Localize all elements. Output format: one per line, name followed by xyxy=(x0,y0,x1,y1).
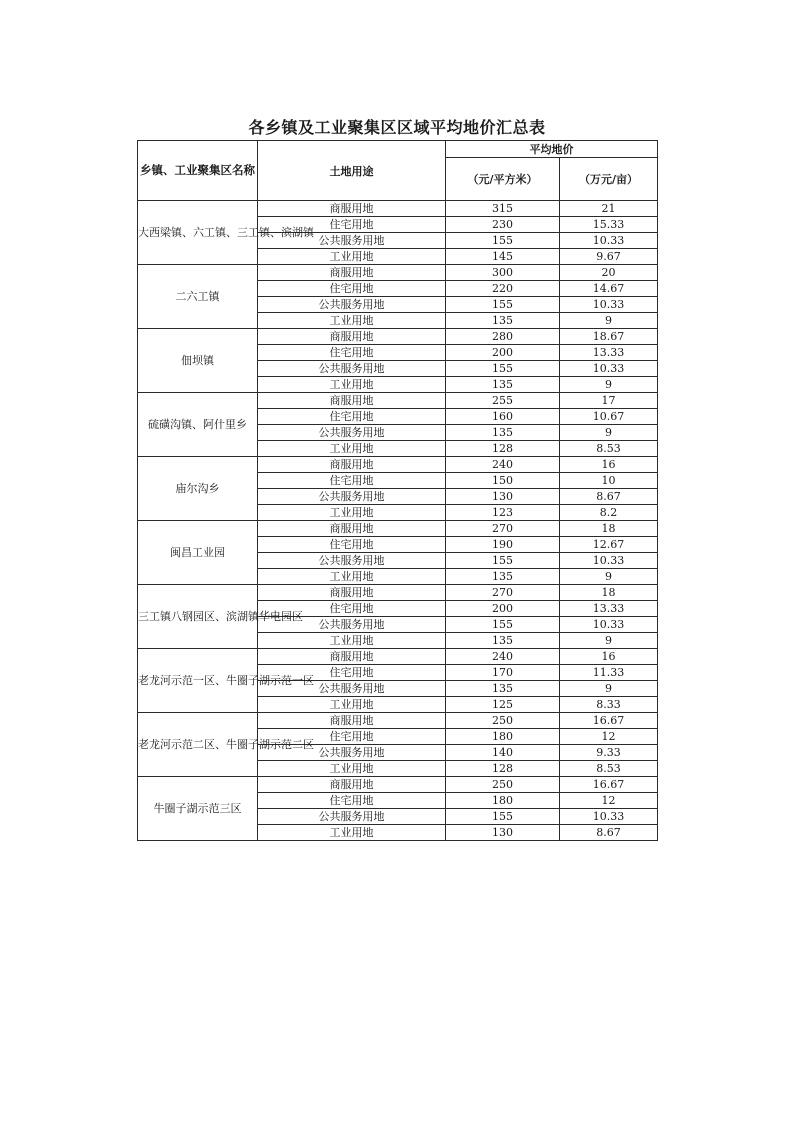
price-sqm-cell: 180 xyxy=(446,729,560,745)
land-use-cell: 公共服务用地 xyxy=(258,553,446,569)
land-use-cell: 住宅用地 xyxy=(258,793,446,809)
price-sqm-cell: 220 xyxy=(446,281,560,297)
price-mu-cell: 14.67 xyxy=(560,281,658,297)
price-mu-cell: 9 xyxy=(560,425,658,441)
price-mu-cell: 9 xyxy=(560,569,658,585)
header-unit-mu: （万元/亩） xyxy=(560,158,658,201)
price-sqm-cell: 240 xyxy=(446,649,560,665)
land-use-cell: 公共服务用地 xyxy=(258,745,446,761)
price-sqm-cell: 160 xyxy=(446,409,560,425)
price-sqm-cell: 125 xyxy=(446,697,560,713)
price-mu-cell: 21 xyxy=(560,201,658,217)
land-use-cell: 商服用地 xyxy=(258,777,446,793)
price-mu-cell: 12.67 xyxy=(560,537,658,553)
land-use-cell: 公共服务用地 xyxy=(258,233,446,249)
price-sqm-cell: 135 xyxy=(446,633,560,649)
price-sqm-cell: 270 xyxy=(446,521,560,537)
land-use-cell: 住宅用地 xyxy=(258,409,446,425)
land-use-cell: 商服用地 xyxy=(258,201,446,217)
price-sqm-cell: 315 xyxy=(446,201,560,217)
land-use-cell: 住宅用地 xyxy=(258,729,446,745)
price-sqm-cell: 135 xyxy=(446,377,560,393)
table-row xyxy=(138,713,658,729)
price-mu-cell: 15.33 xyxy=(560,217,658,233)
table-body xyxy=(138,201,658,841)
price-mu-cell: 13.33 xyxy=(560,345,658,361)
land-use-cell: 公共服务用地 xyxy=(258,425,446,441)
land-use-cell: 工业用地 xyxy=(258,313,446,329)
price-mu-cell: 8.2 xyxy=(560,505,658,521)
land-use-cell: 住宅用地 xyxy=(258,281,446,297)
town-name-cell: 闽昌工业园 xyxy=(138,521,258,585)
land-use-cell: 商服用地 xyxy=(258,329,446,345)
town-name-cell: 硫磺沟镇、阿什里乡 xyxy=(138,393,258,457)
land-use-cell: 公共服务用地 xyxy=(258,617,446,633)
price-sqm-cell: 270 xyxy=(446,585,560,601)
table-row xyxy=(138,393,658,409)
price-mu-cell: 13.33 xyxy=(560,601,658,617)
price-sqm-cell: 155 xyxy=(446,233,560,249)
price-sqm-cell: 123 xyxy=(446,505,560,521)
price-sqm-cell: 240 xyxy=(446,457,560,473)
price-mu-cell: 16 xyxy=(560,457,658,473)
price-mu-cell: 10.33 xyxy=(560,809,658,825)
price-sqm-cell: 180 xyxy=(446,793,560,809)
town-name-cell: 庙尔沟乡 xyxy=(138,457,258,521)
land-price-table xyxy=(137,140,658,841)
price-mu-cell: 9 xyxy=(560,633,658,649)
price-sqm-cell: 135 xyxy=(446,425,560,441)
price-mu-cell: 8.67 xyxy=(560,825,658,841)
price-sqm-cell: 250 xyxy=(446,713,560,729)
table-row xyxy=(138,329,658,345)
land-use-cell: 商服用地 xyxy=(258,585,446,601)
header-unit-sqm: （元/平方米） xyxy=(446,158,560,201)
town-name-cell: 二六工镇 xyxy=(138,265,258,329)
table-row xyxy=(138,457,658,473)
price-mu-cell: 10.33 xyxy=(560,617,658,633)
land-use-cell: 公共服务用地 xyxy=(258,489,446,505)
price-mu-cell: 12 xyxy=(560,729,658,745)
land-use-cell: 工业用地 xyxy=(258,825,446,841)
price-sqm-cell: 280 xyxy=(446,329,560,345)
land-use-cell: 公共服务用地 xyxy=(258,361,446,377)
price-mu-cell: 10.33 xyxy=(560,553,658,569)
price-sqm-cell: 130 xyxy=(446,825,560,841)
town-name-cell: 三工镇八钢园区、滨湖镇华电园区 xyxy=(138,585,258,649)
land-use-cell: 住宅用地 xyxy=(258,601,446,617)
price-sqm-cell: 155 xyxy=(446,361,560,377)
price-mu-cell: 18.67 xyxy=(560,329,658,345)
land-use-cell: 工业用地 xyxy=(258,377,446,393)
price-sqm-cell: 128 xyxy=(446,441,560,457)
table-row xyxy=(138,201,658,217)
land-use-cell: 工业用地 xyxy=(258,761,446,777)
price-sqm-cell: 190 xyxy=(446,537,560,553)
price-sqm-cell: 150 xyxy=(446,473,560,489)
land-use-cell: 住宅用地 xyxy=(258,345,446,361)
price-mu-cell: 16.67 xyxy=(560,713,658,729)
land-use-cell: 商服用地 xyxy=(258,393,446,409)
price-sqm-cell: 135 xyxy=(446,313,560,329)
land-use-cell: 商服用地 xyxy=(258,713,446,729)
price-sqm-cell: 170 xyxy=(446,665,560,681)
price-mu-cell: 9 xyxy=(560,377,658,393)
price-mu-cell: 9 xyxy=(560,313,658,329)
price-sqm-cell: 250 xyxy=(446,777,560,793)
price-sqm-cell: 155 xyxy=(446,553,560,569)
town-name-cell: 老龙河示范一区、牛圈子湖示范一区 xyxy=(138,649,258,713)
price-sqm-cell: 200 xyxy=(446,601,560,617)
price-mu-cell: 11.33 xyxy=(560,665,658,681)
price-mu-cell: 16 xyxy=(560,649,658,665)
price-sqm-cell: 255 xyxy=(446,393,560,409)
land-use-cell: 工业用地 xyxy=(258,505,446,521)
price-mu-cell: 10 xyxy=(560,473,658,489)
land-use-cell: 工业用地 xyxy=(258,569,446,585)
price-mu-cell: 18 xyxy=(560,521,658,537)
price-sqm-cell: 135 xyxy=(446,681,560,697)
land-use-cell: 公共服务用地 xyxy=(258,681,446,697)
price-mu-cell: 8.67 xyxy=(560,489,658,505)
price-sqm-cell: 145 xyxy=(446,249,560,265)
price-mu-cell: 10.33 xyxy=(560,233,658,249)
price-sqm-cell: 140 xyxy=(446,745,560,761)
price-sqm-cell: 300 xyxy=(446,265,560,281)
header-avg-price: 平均地价 xyxy=(446,141,658,158)
land-use-cell: 工业用地 xyxy=(258,697,446,713)
land-use-cell: 住宅用地 xyxy=(258,665,446,681)
table-row xyxy=(138,649,658,665)
price-sqm-cell: 135 xyxy=(446,569,560,585)
land-use-cell: 住宅用地 xyxy=(258,537,446,553)
land-use-cell: 住宅用地 xyxy=(258,217,446,233)
price-mu-cell: 10.33 xyxy=(560,361,658,377)
table-header xyxy=(138,141,658,201)
land-use-cell: 工业用地 xyxy=(258,441,446,457)
town-name-cell: 佃坝镇 xyxy=(138,329,258,393)
town-name-cell: 牛圈子湖示范三区 xyxy=(138,777,258,841)
table-row xyxy=(138,585,658,601)
land-use-cell: 商服用地 xyxy=(258,649,446,665)
price-mu-cell: 17 xyxy=(560,393,658,409)
table-row xyxy=(138,521,658,537)
price-sqm-cell: 230 xyxy=(446,217,560,233)
land-use-cell: 公共服务用地 xyxy=(258,809,446,825)
price-mu-cell: 8.53 xyxy=(560,441,658,457)
land-use-cell: 工业用地 xyxy=(258,249,446,265)
land-use-cell: 商服用地 xyxy=(258,521,446,537)
price-sqm-cell: 155 xyxy=(446,297,560,313)
document-title: 各乡镇及工业聚集区区域平均地价汇总表 xyxy=(248,118,546,137)
town-name-cell: 老龙河示范二区、牛圈子湖示范二区 xyxy=(138,713,258,777)
land-use-cell: 商服用地 xyxy=(258,457,446,473)
land-use-cell: 住宅用地 xyxy=(258,473,446,489)
price-mu-cell: 8.53 xyxy=(560,761,658,777)
price-sqm-cell: 155 xyxy=(446,809,560,825)
price-mu-cell: 8.33 xyxy=(560,697,658,713)
table-row xyxy=(138,265,658,281)
header-land-use: 土地用途 xyxy=(258,141,446,201)
price-mu-cell: 10.67 xyxy=(560,409,658,425)
price-sqm-cell: 130 xyxy=(446,489,560,505)
header-town: 乡镇、工业聚集区名称 xyxy=(138,141,258,201)
price-mu-cell: 9 xyxy=(560,681,658,697)
price-mu-cell: 9.33 xyxy=(560,745,658,761)
price-mu-cell: 20 xyxy=(560,265,658,281)
price-mu-cell: 16.67 xyxy=(560,777,658,793)
land-use-cell: 公共服务用地 xyxy=(258,297,446,313)
price-mu-cell: 12 xyxy=(560,793,658,809)
price-sqm-cell: 155 xyxy=(446,617,560,633)
land-use-cell: 商服用地 xyxy=(258,265,446,281)
price-mu-cell: 18 xyxy=(560,585,658,601)
price-mu-cell: 10.33 xyxy=(560,297,658,313)
table-row xyxy=(138,777,658,793)
town-name-cell: 大西梁镇、六工镇、三工镇、滨湖镇 xyxy=(138,201,258,265)
price-sqm-cell: 200 xyxy=(446,345,560,361)
land-use-cell: 工业用地 xyxy=(258,633,446,649)
price-sqm-cell: 128 xyxy=(446,761,560,777)
price-mu-cell: 9.67 xyxy=(560,249,658,265)
